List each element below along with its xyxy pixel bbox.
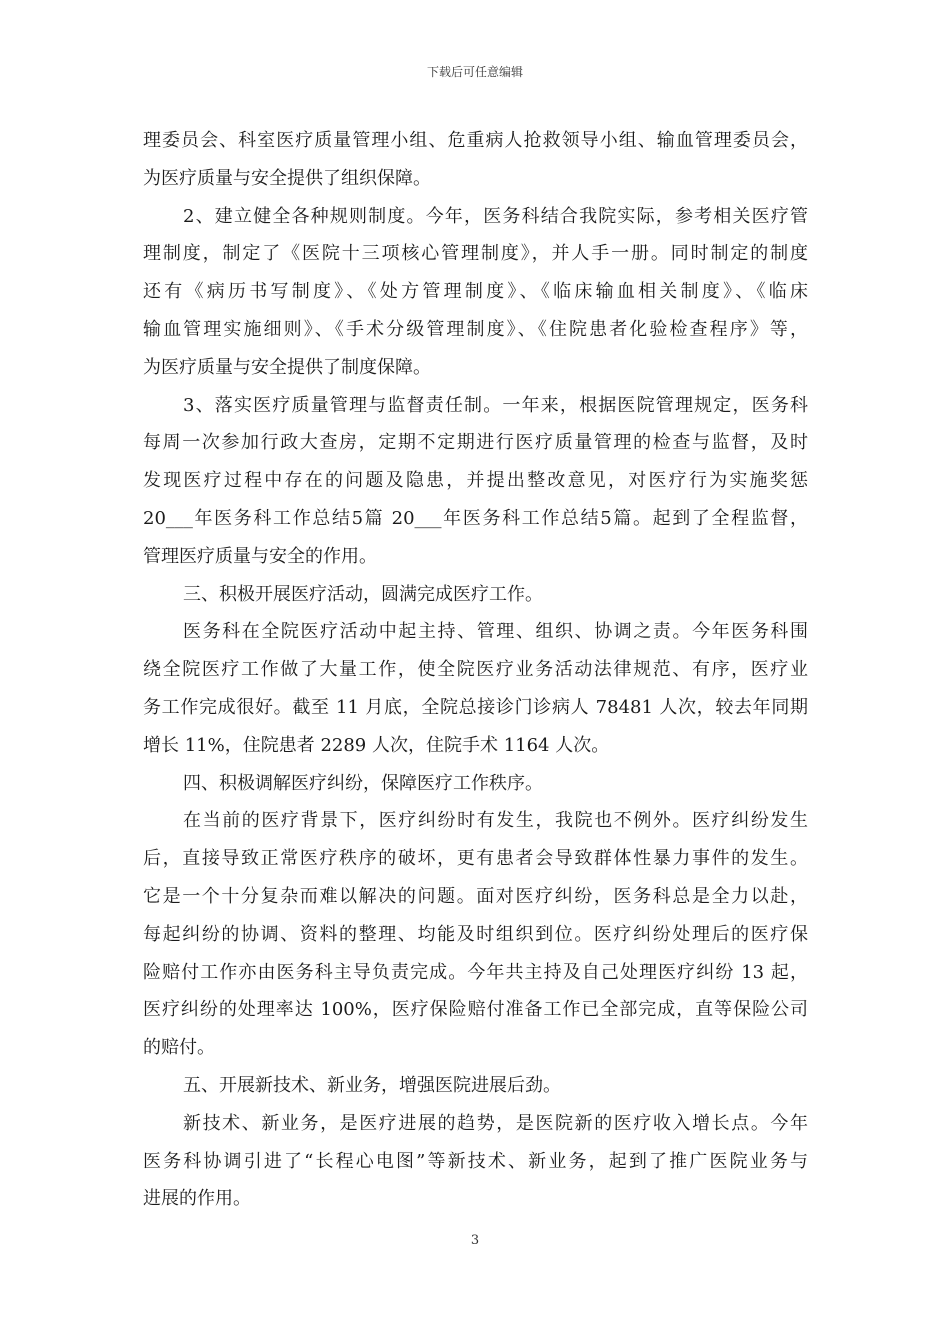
text-line-23: 险赔付工作亦由医务科主导负责完成。今年共主持及自己处理医疗纠纷 13 起，	[143, 961, 808, 983]
text-line-19: 在当前的医疗背景下，医疗纠纷时有发生，我院也不例外。医疗纠纷发生	[183, 810, 808, 832]
section-heading-3: 三、积极开展医疗活动，圆满完成医疗工作。	[183, 583, 543, 605]
text-line-7: 为医疗质量与安全提供了制度保障。	[143, 356, 431, 378]
text-line-11: 20___年医务科工作总结5篇 20___年医务科工作总结5篇。起到了全程监督，	[143, 507, 808, 529]
text-line-4: 理制度，制定了《医院十三项核心管理制度》，并人手一册。同时制定的制度	[143, 243, 808, 265]
text-line-6: 输血管理实施细则》、《手术分级管理制度》、《住院患者化验检查程序》等，	[143, 318, 808, 340]
text-line-8: 3、落实医疗质量管理与监督责任制。一年来，根据医院管理规定，医务科	[183, 394, 808, 416]
text-line-15: 绕全院医疗工作做了大量工作，使全院医疗业务活动法律规范、有序，医疗业	[143, 659, 808, 681]
text-line-14: 医务科在全院医疗活动中起主持、管理、组织、协调之责。今年医务科围	[183, 621, 808, 643]
text-line-24: 医疗纠纷的处理率达 100%，医疗保险赔付准备工作已全部完成，直等保险公司	[143, 999, 808, 1021]
text-line-3: 2、建立健全各种规则制度。今年，医务科结合我院实际，参考相关医疗管	[183, 205, 808, 227]
text-line-16: 务工作完成很好。截至 11 月底，全院总接诊门诊病人 78481 人次，较去年同期	[143, 696, 808, 718]
text-line-17: 增长 11%，住院患者 2289 人次，住院手术 1164 人次。	[143, 734, 610, 756]
text-line-27: 新技术、新业务，是医疗进展的趋势，是医院新的医疗收入增长点。今年	[183, 1112, 808, 1134]
text-line-1: 理委员会、科室医疗质量管理小组、危重病人抢救领导小组、输血管理委员会，	[143, 130, 808, 151]
text-line-29: 进展的作用。	[143, 1188, 251, 1210]
text-line-2: 为医疗质量与安全提供了组织保障。	[143, 167, 431, 189]
document-body	[143, 122, 808, 1218]
page-header: 下载后可任意编辑	[426, 65, 523, 79]
text-line-22: 每起纠纷的协调、资料的整理、均能及时组织到位。医疗纠纷处理后的医疗保	[143, 923, 808, 945]
text-line-20: 后，直接导致正常医疗秩序的破坏，更有患者会导致群体性暴力事件的发生。	[143, 848, 808, 870]
text-line-21: 它是一个十分复杂而难以解决的问题。面对医疗纠纷，医务科总是全力以赴，	[143, 885, 808, 907]
text-line-5: 还有《病历书写制度》、《处方管理制度》、《临床输血相关制度》、《临床	[143, 281, 808, 303]
text-line-25: 的赔付。	[143, 1037, 215, 1059]
text-line-12: 管理医疗质量与安全的作用。	[143, 545, 377, 567]
text-line-9: 每周一次参加行政大查房，定期不定期进行医疗质量管理的检查与监督，及时	[143, 432, 808, 454]
text-line-10: 发现医疗过程中存在的问题及隐患，并提出整改意见，对医疗行为实施奖惩	[143, 470, 808, 492]
section-heading-4: 四、积极调解医疗纠纷，保障医疗工作秩序。	[183, 772, 543, 794]
text-line-28: 医务科协调引进了“长程心电图”等新技术、新业务，起到了推广医院业务与	[143, 1150, 808, 1172]
page-number: 3	[470, 1233, 480, 1248]
section-heading-5: 五、开展新技术、新业务，增强医院进展后劲。	[183, 1074, 561, 1096]
